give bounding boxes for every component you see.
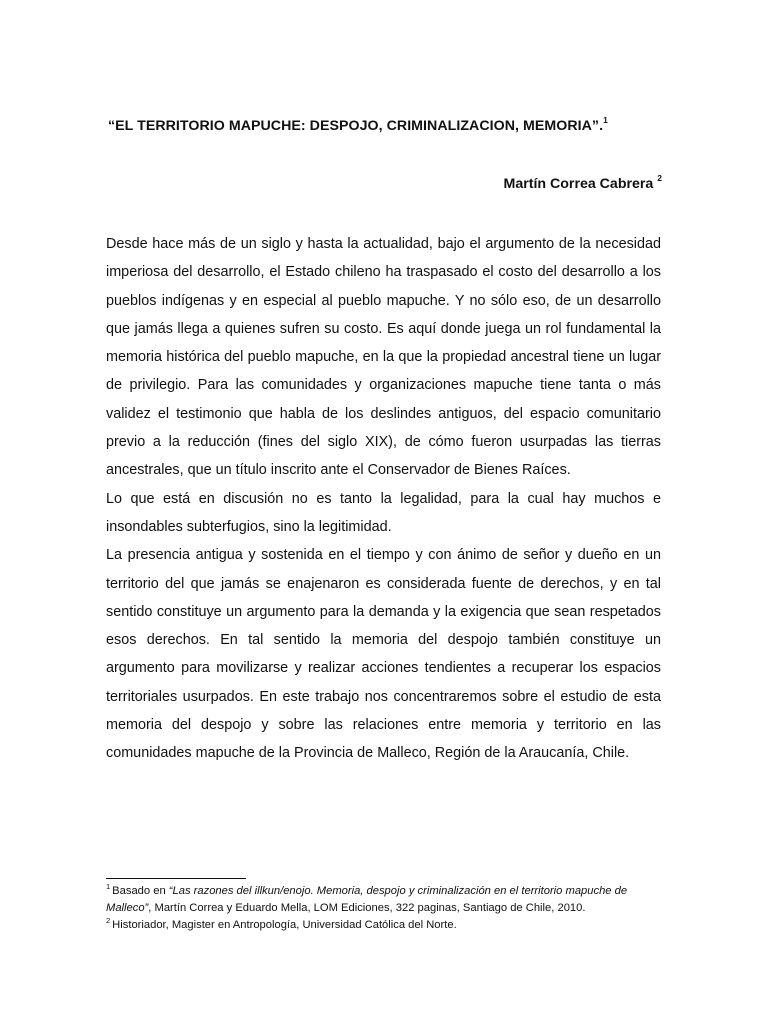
- footnote-2-number: 2: [106, 916, 111, 925]
- footnotes: [106, 883, 661, 934]
- footnote-separator: [106, 878, 246, 879]
- author-footnote-ref[interactable]: 2: [657, 173, 662, 183]
- author-text: Martín Correa Cabrera: [503, 176, 654, 192]
- paragraph-3: La presencia antigua y sostenida en el tiempo y con ánimo de señor y dueño en un territorio del que jamás se enajenaron es considerada fuente de derechos, y en tal sentido constituye un argumento para la demanda y la exigencia que sean respetados esos derechos. En tal sentido la memoria del despojo también constituye un argumento para movilizarse y realizar acciones tendientes a recuperar los espacios territoriales usurpados. En este trabajo nos concentraremos sobre el estudio de esta memoria del despojo y sobre las relaciones entre memoria y territorio en las comunidades mapuche de la Provincia de Malleco, Región de la Araucanía, Chile.: [106, 547, 661, 762]
- footnote-2-text: Historiador, Magister en Antropología, Universidad Católica del Norte.: [112, 919, 457, 931]
- body-text: [106, 230, 661, 768]
- title-text: “EL TERRITORIO MAPUCHE: DESPOJO, CRIMINALIZACION, MEMORIA”.: [108, 118, 604, 134]
- footnote-1: [106, 883, 661, 917]
- document-title: [108, 115, 668, 134]
- author-name: [503, 173, 663, 192]
- paragraph-1: Desde hace más de un siglo y hasta la actualidad, bajo el argumento de la necesidad imperiosa del desarrollo, el Estado chileno ha traspasado el costo del desarrollo a los pueblos indígenas y en especial al pueblo mapuche. Y no sólo eso, de un desarrollo que jamás llega a quienes sufren su costo. Es aquí donde juega un rol fundamental la memoria histórica del pueblo mapuche, en la que la propiedad ancestral tiene un lugar de privilegio. Para las comunidades y organizaciones mapuche tiene tanta o más validez el testimonio que habla de los deslindes antiguos, del espacio comunitario previo a la reducción (fines del siglo XIX), de cómo fueron usurpadas las tierras ancestrales, que un título inscrito ante el Conservador de Bienes Raíces.: [106, 236, 661, 479]
- footnote-1-number: 1: [106, 882, 111, 891]
- footnote-1-prefix: Basado en: [112, 885, 169, 897]
- footnote-2: [106, 917, 661, 934]
- title-footnote-ref[interactable]: 1: [603, 115, 608, 125]
- footnote-1-suffix: , Martín Correa y Eduardo Mella, LOM Ediciones, 322 paginas, Santiago de Chile, 2010.: [148, 902, 586, 914]
- footnote-1-book-title: “Las razones del illkun/enojo. Memoria, despojo y criminalización en el territorio mapuche de Malleco”: [106, 885, 628, 914]
- paragraph-2: Lo que está en discusión no es tanto la legalidad, para la cual hay muchos e insondables subterfugios, sino la legitimidad.: [106, 490, 661, 535]
